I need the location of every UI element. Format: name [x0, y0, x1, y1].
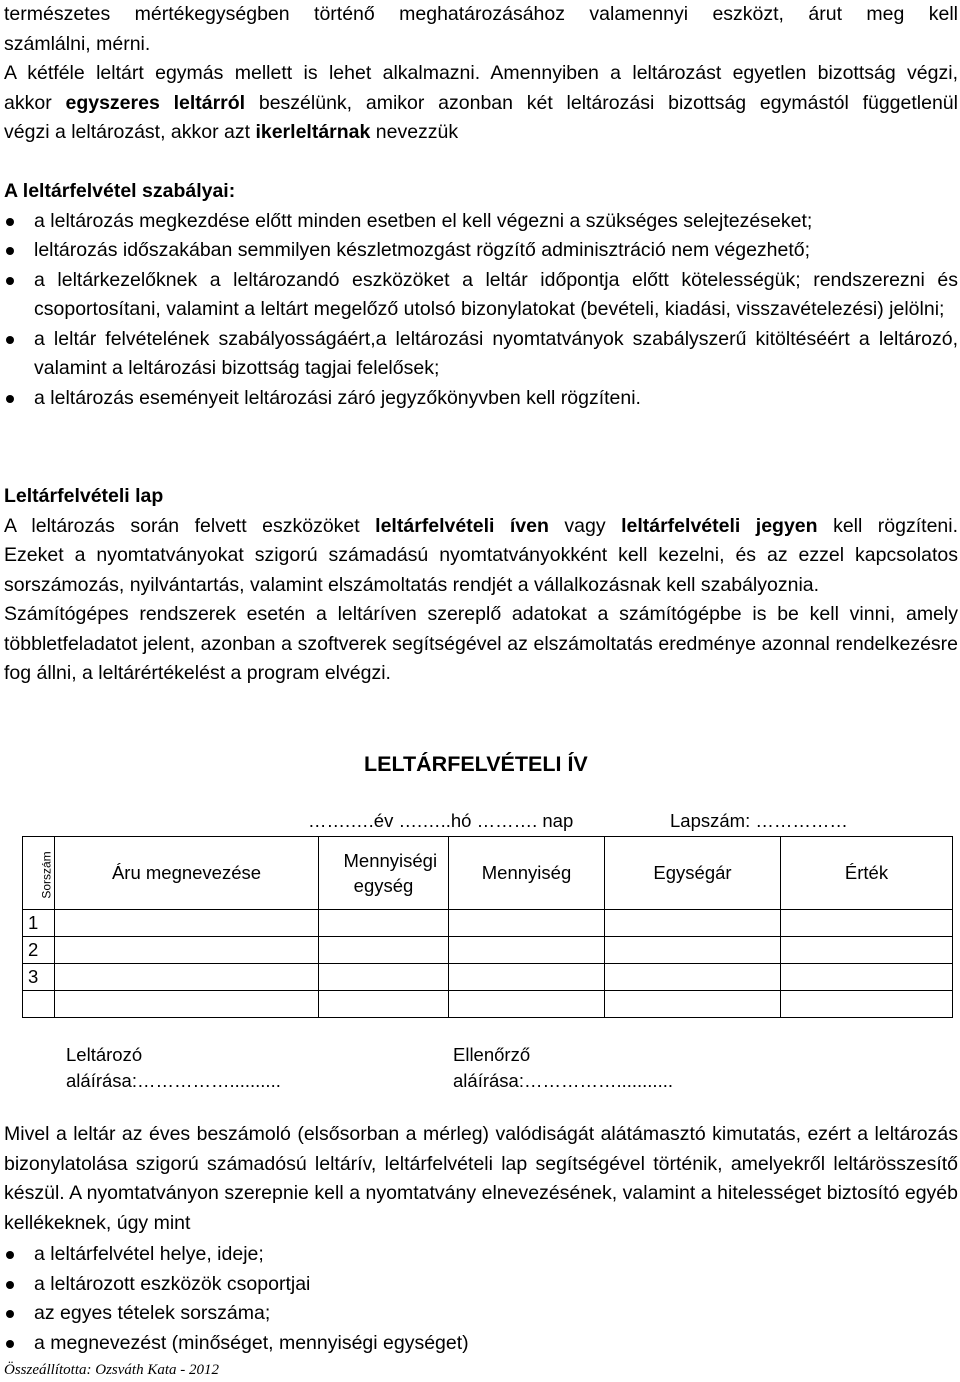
list-item-text: a leltározás eseményeit leltározási záró jegyzőkönyvben kell rögzíteni.: [34, 386, 641, 409]
bullet-icon: [6, 395, 14, 403]
list-item: [4, 1299, 958, 1329]
cell: [449, 937, 605, 964]
list-item-text: a leltár felvételének szabályosságáért,a leltározási nyomtatványok szabályszerű kitöltéséért a leltározó, valamint a leltározási bizottság tagjai felelősek;: [34, 327, 958, 379]
cell: [449, 991, 605, 1018]
list-item: [4, 207, 958, 237]
intro-line-3: A kétféle leltárt egymás mellett is lehet alkalmazni. Amennyiben a leltározást egyetlen bizottság végzi,: [4, 62, 958, 84]
cell: [449, 910, 605, 937]
text-span: beszélünk, amikor azonban két leltározási bizottság egymástól függetlenül: [245, 91, 958, 114]
cell: [781, 991, 953, 1018]
bullet-icon: [6, 218, 14, 226]
cell: [319, 964, 449, 991]
table-row: [23, 910, 953, 937]
rules-heading: A leltárfelvétel szabályai:: [4, 180, 236, 202]
list-item: [4, 1329, 958, 1359]
header-text: Mennyiségi egység: [343, 850, 438, 896]
list-item-text: az egyes tételek sorszáma;: [34, 1302, 271, 1324]
list-item-text: a megnevezést (minőséget, mennyiségi egységet): [34, 1331, 469, 1354]
bullet-icon: [6, 1310, 14, 1318]
signature-line: aláírása:……………..........: [66, 1070, 281, 1091]
cell: [449, 964, 605, 991]
list-item-text: a leltározás megkezdése előtt minden esetben el kell végezni a szükséges selejtezéseket;: [34, 209, 813, 232]
form-sheet-number: Lapszám: ……………: [670, 810, 848, 831]
inventory-form-table: [22, 836, 953, 1018]
intro-line-1: természetes mértékegységben történő meghatározásához valamennyi eszközt, árut meg kell: [4, 3, 958, 25]
col-header-egysegar: Egységár: [605, 837, 781, 910]
rotated-label: Sorszám: [39, 851, 54, 899]
cell: [319, 937, 449, 964]
list-item-text: a leltározott eszközök csoportjai: [34, 1272, 311, 1295]
intro-paragraph: [4, 0, 958, 148]
bold-term-ikerleltar: ikerleltárnak: [255, 121, 371, 143]
intro-line-2: számlálni, mérni.: [4, 32, 151, 55]
bold-term-iv: leltárfelvételi íven: [375, 514, 549, 537]
text-span: végzi a leltározást, akkor azt: [4, 121, 256, 143]
text-span: A leltározás során felvett eszközöket: [4, 514, 376, 537]
cell: [55, 991, 319, 1018]
bold-term-jegy: leltárfelvételi jegyen: [621, 514, 818, 537]
bold-term-egyszeres: egyszeres leltárról: [65, 91, 246, 114]
table-header-row: [23, 837, 953, 910]
bullet-icon: [6, 1251, 14, 1259]
intro-line-4: [4, 89, 958, 119]
col-header-mennyisegi-egyseg: [319, 837, 449, 910]
cell: [55, 910, 319, 937]
intro-line-5: [4, 118, 958, 148]
list-item: [4, 266, 958, 325]
col-header-sorszam: [23, 837, 55, 910]
table-row: [23, 937, 953, 964]
text-span: kell rögzíteni.: [817, 514, 959, 537]
table-row: [23, 991, 953, 1018]
section-paragraph-1: [4, 512, 958, 542]
bullet-icon: [6, 247, 14, 255]
cell: [55, 964, 319, 991]
cell: [605, 964, 781, 991]
section-heading: Leltárfelvételi lap: [4, 485, 164, 507]
cell: [319, 991, 449, 1018]
cell: [319, 910, 449, 937]
section-paragraph-3: Számítógépes rendszerek esetén a leltáríven szereplő adatokat a számítógépbe is be kell vinni, amely többletfeladatot jelent, azonban a szoftverek segítségével az elszámoltatás eredménye azonnal rendelkezésre fog állni, a leltárértékelést a program elvégzi.: [4, 603, 958, 684]
list-item-text: leltározás időszakában semmilyen készletmozgást rögzítő adminisztráció nem végezhető;: [34, 239, 811, 261]
rules-list: [4, 207, 958, 414]
form-date-line: …….….év ….…..hó ………. nap: [308, 810, 574, 831]
row-number: [23, 991, 55, 1018]
signature-label: Ellenőrző: [453, 1044, 531, 1065]
page-footer: Összeállította: Ozsváth Kata - 2012: [4, 1362, 220, 1378]
col-header-aru: Áru megnevezése: [55, 837, 319, 910]
text-span: vagy: [548, 514, 622, 537]
col-header-mennyiseg: Mennyiség: [449, 837, 605, 910]
leltarfelveteli-lap-section: [4, 482, 958, 689]
row-number: 3: [23, 964, 55, 991]
table-row: [23, 964, 953, 991]
cell: [781, 937, 953, 964]
col-header-ertek: Érték: [781, 837, 953, 910]
list-item: [4, 1270, 958, 1300]
form-title: LELTÁRFELVÉTELI ÍV: [364, 752, 588, 776]
signature-ellenorzo: [453, 1042, 673, 1094]
text-span: akkor: [4, 91, 66, 114]
list-item: [4, 1240, 958, 1270]
cell: [55, 937, 319, 964]
cell: [605, 937, 781, 964]
row-number: 1: [23, 910, 55, 937]
bullet-icon: [6, 1340, 14, 1348]
row-number: 2: [23, 937, 55, 964]
section-paragraph-2: Ezeket a nyomtatványokat szigorú számadású nyomtatványokként kell kezelni, és az ezzel kapcsolatos sorszámozás, nyilvántartás, valamint elszámoltatás rendjét a vállalkozásnak kell szabályoznia.: [4, 544, 958, 596]
list-item: [4, 236, 958, 266]
closing-section: [4, 1120, 958, 1358]
rules-section: [4, 177, 958, 413]
cell: [781, 964, 953, 991]
cell: [605, 910, 781, 937]
signature-leltarozo: [66, 1042, 281, 1094]
closing-paragraph: Mivel a leltár az éves beszámoló (elsősorban a mérleg) valódiságát alátámasztó kimutatás, ezért a leltározás bizonylatolása szigorú számadósú leltárív, leltárfelvételi lap segítségével történik, amelyekről leltárösszesítő készül. A nyomtatványon szerepnie kell a nyomtatvány elnevezésének, valamint a hitelességet biztosító egyéb kellékeknek, úgy mint: [4, 1123, 958, 1234]
text-span: nevezzük: [370, 121, 459, 143]
signature-line: aláírása:……………...........: [453, 1070, 673, 1091]
cell: [781, 910, 953, 937]
bullet-icon: [6, 336, 14, 344]
bullet-icon: [6, 1281, 14, 1289]
list-item-text: a leltárfelvétel helye, ideje;: [34, 1243, 264, 1265]
cell: [605, 991, 781, 1018]
bullet-icon: [6, 277, 14, 285]
closing-list: [4, 1240, 958, 1358]
list-item-text: a leltárkezelőknek a leltározandó eszközöket a leltár időpontja előtt kötelességük; rendszerezni és csoportosítani, valamint a leltárt megelőző utolsó bizonylatokat (bevételi, kiadási, visszavételezési) jelölni;: [34, 268, 958, 320]
list-item: [4, 384, 958, 414]
list-item: [4, 325, 958, 384]
signature-label: Leltározó: [66, 1044, 143, 1065]
